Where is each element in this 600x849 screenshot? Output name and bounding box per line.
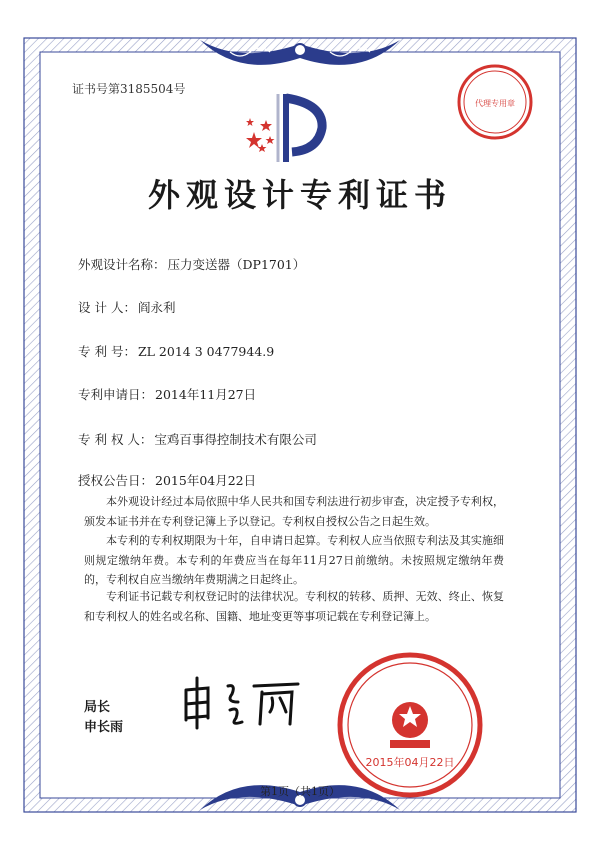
field-application-date xyxy=(78,385,256,403)
field-patentee xyxy=(78,430,317,448)
field-value: 阎永利 xyxy=(137,300,176,315)
seal-small-middle: 代理专用章 xyxy=(475,99,515,108)
field-value: 2014年11月27日 xyxy=(155,387,257,402)
director-title: 局长 xyxy=(84,700,111,715)
field-label: 外观设计名称： xyxy=(78,257,166,272)
field-patent-number xyxy=(78,342,274,360)
body-paragraph: 本专利的专利权期限为十年，自申请日起算。专利权人应当依照专利法及其实施细则规定缴纳年费。本专利的年费应当在每年11月27日前缴纳。未按照规定缴纳年费的，专利权自应当缴纳年费期满之日起终止。 xyxy=(84,534,504,586)
director-name: 申长雨 xyxy=(84,720,124,735)
director-signature xyxy=(180,672,310,732)
field-designer xyxy=(78,298,175,316)
field-label: 专 利 号： xyxy=(78,344,136,359)
body-paragraph: 专利证书记载专利权登记时的法律状况。专利权的转移、质押、无效、终止、恢复和专利权人的姓名或名称、国籍、地址变更等事项记载在专利登记簿上。 xyxy=(84,590,504,623)
field-value: 压力变送器（DP1701） xyxy=(167,257,306,272)
field-grant-date xyxy=(78,471,256,489)
field-value: ZL 2014 3 0477944.9 xyxy=(137,344,275,359)
patent-office-logo xyxy=(240,92,330,164)
page-title: 外观设计专利证书 xyxy=(147,176,452,214)
field-value: 2015年04月22日 xyxy=(155,473,257,488)
field-label: 专 利 权 人： xyxy=(78,432,153,447)
page-number: 第1页（共1页） xyxy=(260,785,340,798)
field-value: 宝鸡百事得控制技术有限公司 xyxy=(154,432,317,447)
field-label: 授权公告日： xyxy=(78,473,154,488)
certificate-number: 证书号第3185504号 xyxy=(72,82,186,96)
agency-seal xyxy=(455,62,535,142)
body-paragraph: 本外观设计经过本局依照中华人民共和国专利法进行初步审查，决定授予专利权，颁发本证书并在专利登记簿上予以登记。专利权自授权公告之日起生效。 xyxy=(84,495,504,528)
seal-date: 2015年04月22日 xyxy=(365,756,455,769)
field-label: 专利申请日： xyxy=(78,387,154,402)
field-design-name xyxy=(78,255,305,273)
national-office-seal xyxy=(335,650,485,800)
field-label: 设 计 人： xyxy=(78,300,136,315)
